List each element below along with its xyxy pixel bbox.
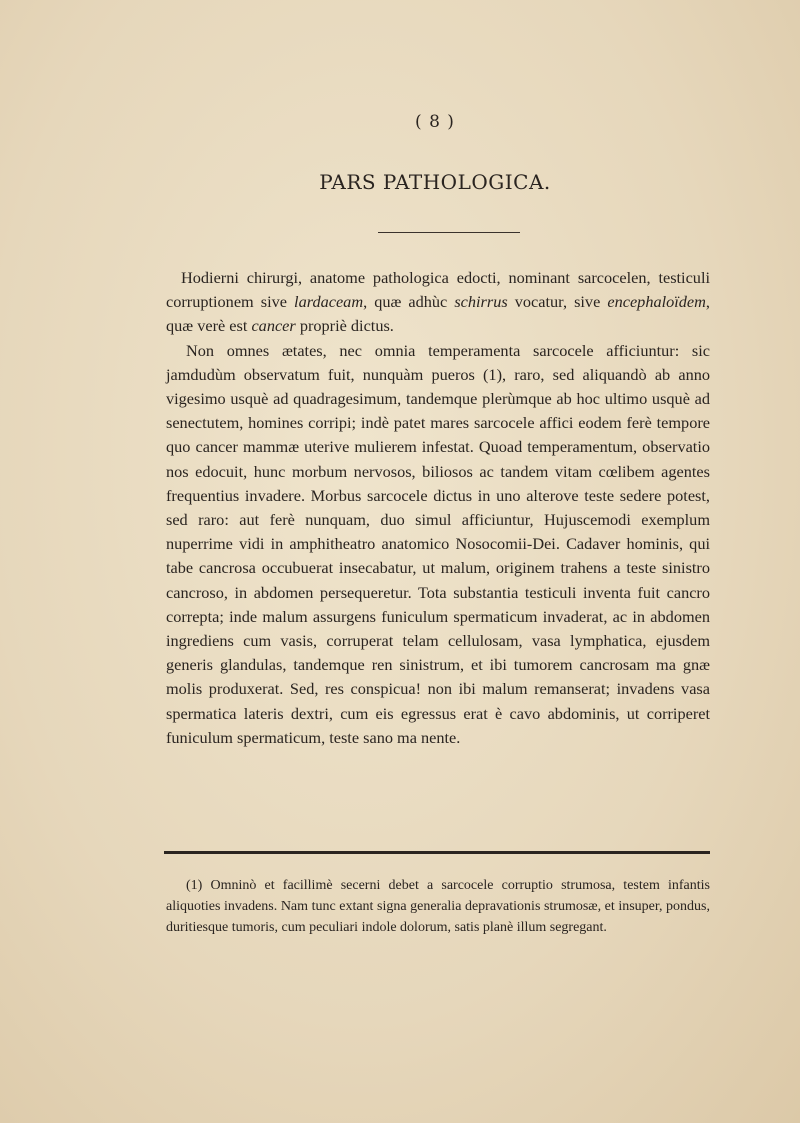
body-text xyxy=(166,266,710,750)
footnote-divider xyxy=(164,851,710,854)
footnote-text: (1) Omninò et facillimè secerni debet a sarcocele corruptio strumosa, testem infantis aliquoties invadens. Nam tunc extant signa generalia depravationis strumosæ, et insuper, pondus, duritiesque tumoris, cum peculiari indole dolorum, satis planè illum segregant. xyxy=(166,878,710,935)
page-number: ( 8 ) xyxy=(415,112,455,132)
paragraph-2: Non omnes ætates, nec omnia temperamenta sarcocele afficiuntur: sic jamdudùm observatum fuit, nunquàm pueros (1), raro, sed aliquandò ab anno vigesimo usquè ad quadragesimum, tandemque plerùmque ab hoc ultimo usquè ad senectutem, homines corripi; indè patet mares sarcocele affici eodem ferè tempore quo cancer mammæ uterive mulierem infestat. Quoad temperamentum, observatio nos edocuit, hunc morbum nervosos, biliosos ac tandem vitam cœlibem agentes frequentius invadere. Morbus sarcocele dictus in uno alterove teste sedere potest, sed raro: aut ferè nunquam, duo simul afficiuntur, Hujuscemodi exemplum nuperrime vidi in amphitheatro anatomico Nosocomii-Dei. Cadaver hominis, qui tabe cancrosa occubuerat insecabatur, ut malum, originem trahens a teste sinistro cancroso, in abdomen persequeretur. Tota substantia testiculi inventa fuit cancro correpta; inde malum assurgens funiculum spermaticum invaderat, ac in abdomen ingrediens cum vasis, corruperat telam cellulosam, vasa lymphatica, ejusdem generis glandulas, tandemque ren sinistrum, et ibi tumorem cancrosam ma gnæ molis produxerat. Sed, res conspicua! non ibi malum remanserat; invadens vasa spermatica lateris dextri, cum eis egressus erat è cavo abdominis, ut corriperet funiculum spermaticum, teste sano ma nente. xyxy=(166,340,710,747)
footnote xyxy=(166,875,710,938)
italic-term-cancer: cancer xyxy=(251,316,296,336)
section-title: PARS PATHOLOGICA. xyxy=(319,170,551,194)
italic-term-encephaloidem: encephaloïdem xyxy=(607,292,706,312)
italic-term-lardaceam: lardaceam xyxy=(294,292,364,312)
title-divider xyxy=(378,232,520,233)
paragraph-1: Hodierni chirurgi, anatome pathologica edocti, nominant sarcocelen, testiculi corruptionem sive lardaceam, quæ adhùc schirrus vocatur, sive encephaloïdem, quæ verè est cancer propriè dictus. xyxy=(166,268,710,336)
italic-term-schirrus: schirrus xyxy=(454,292,508,312)
